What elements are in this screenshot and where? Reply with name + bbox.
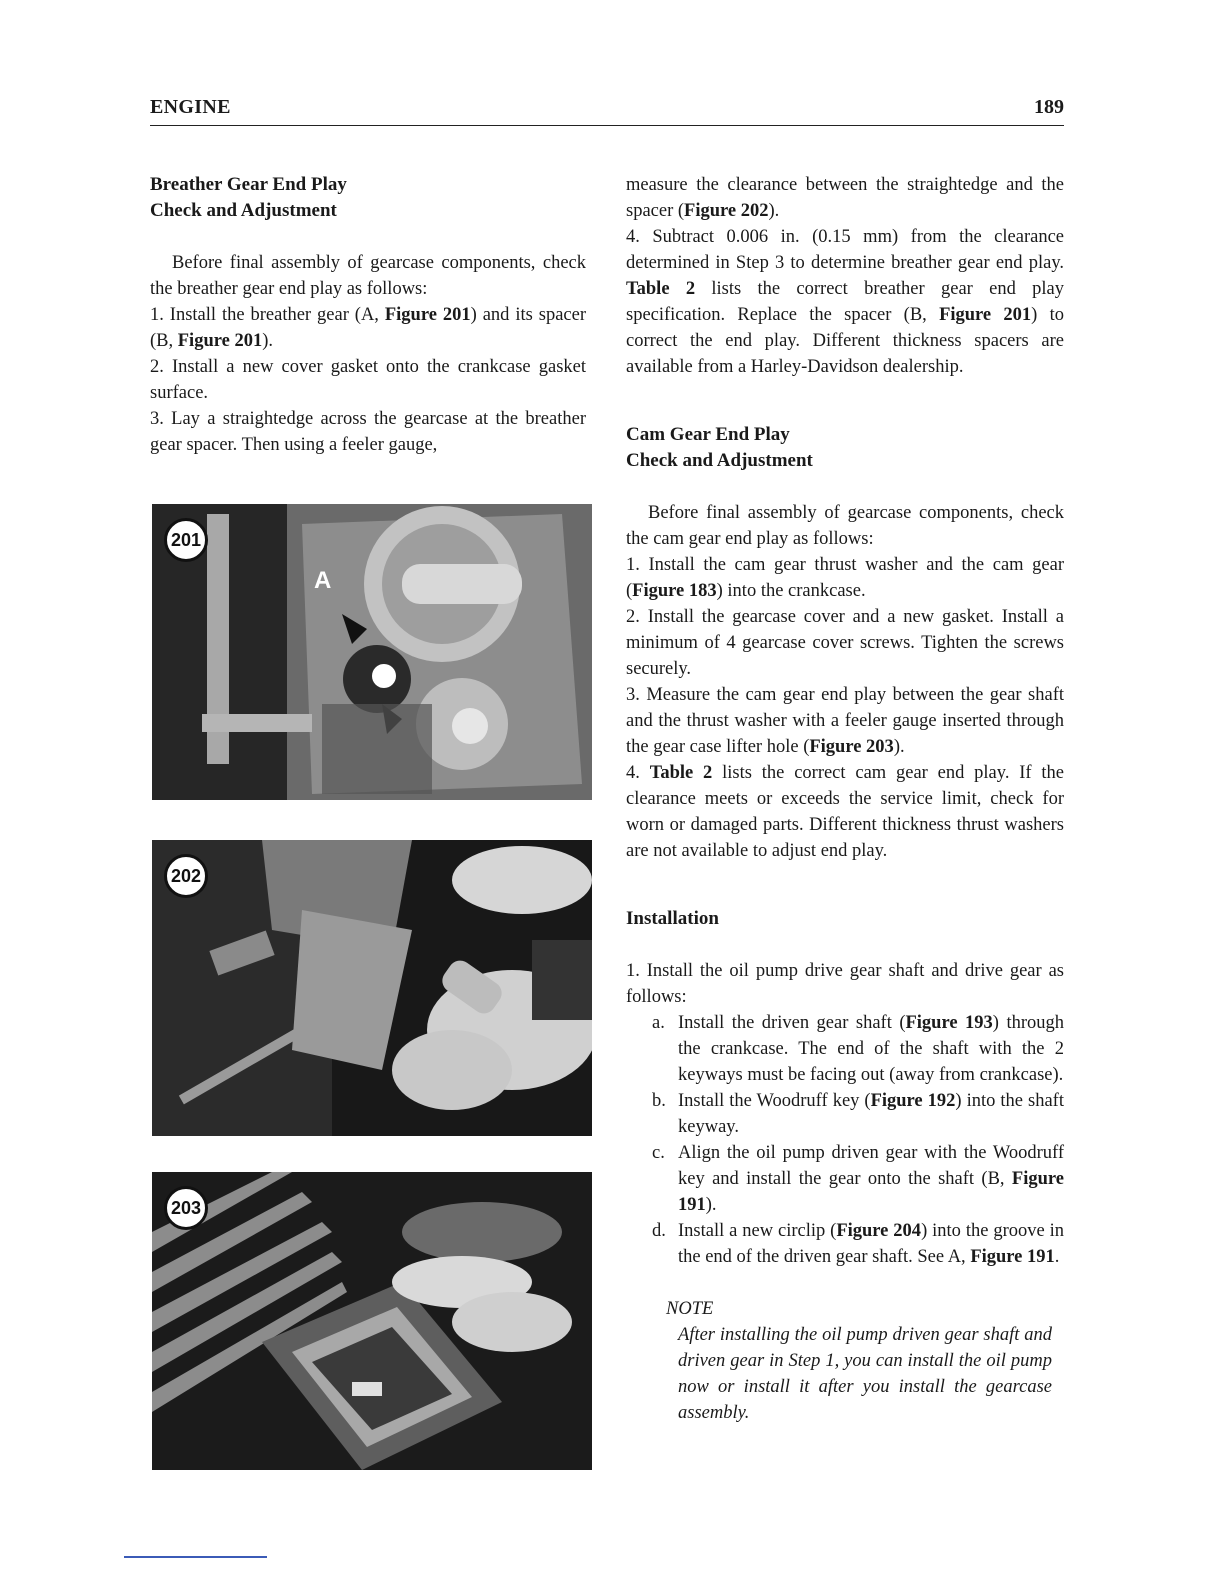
breather-intro: Before final assembly of gearcase components, check the breather gear end play as follows: bbox=[150, 253, 586, 299]
install-substep-a: a. Install the driven gear shaft (Figure 193) through the crankcase. The end of the shaft with the 2 keyways must be facing out (away from crankcase). bbox=[652, 1013, 1064, 1085]
figure-203-badge: 203 bbox=[164, 1186, 208, 1230]
header-rule bbox=[150, 125, 1064, 126]
breather-step-2: 2. Install a new cover gasket onto the crankcase gasket surface. bbox=[150, 357, 586, 403]
section-title: ENGINE bbox=[150, 96, 231, 118]
breather-step-3-continued: measure the clearance between the straightedge and the spacer (Figure 202). bbox=[626, 175, 1064, 221]
figure-201-label-a: A bbox=[314, 567, 332, 594]
breather-step-1: 1. Install the breather gear (A, Figure 201) and its spacer (B, Figure 201). bbox=[150, 305, 586, 351]
figure-201-image bbox=[152, 504, 592, 800]
cam-heading-line2: Check and Adjustment bbox=[626, 450, 813, 471]
figure-202-badge: 202 bbox=[164, 854, 208, 898]
cam-step-1: 1. Install the cam gear thrust washer and the cam gear (Figure 183) into the crankcase. bbox=[626, 555, 1064, 601]
figure-203-image bbox=[152, 1172, 592, 1470]
figure-202-image bbox=[152, 840, 592, 1136]
page-number: 189 bbox=[1034, 96, 1064, 118]
breather-step-4: 4. Subtract 0.006 in. (0.15 mm) from the clearance determined in Step 3 to determine breather gear end play. Table 2 lists the correct breather gear end play specification. Replace the spacer (B, Figure 201) to correct the end play. Different thickness spacers are available from a Harley-Davidson dealership. bbox=[626, 227, 1064, 377]
breather-heading-line2: Check and Adjustment bbox=[150, 200, 337, 221]
install-substep-c: c. Align the oil pump driven gear with the Woodruff key and install the gear onto the shaft (B, Figure 191). bbox=[652, 1143, 1064, 1215]
install-step-1: 1. Install the oil pump drive gear shaft and drive gear as follows: bbox=[626, 961, 1064, 1007]
cam-step-4: 4. Table 2 lists the correct cam gear end play. If the clearance meets or exceeds the service limit, check for worn or damaged parts. Different thickness thrust washers are not available to adjust end play. bbox=[626, 763, 1065, 861]
breather-heading-line1: Breather Gear End Play bbox=[150, 174, 347, 195]
install-substep-d: d. Install a new circlip (Figure 204) into the groove in the end of the driven gear shaft. See A, Figure 191. bbox=[652, 1221, 1064, 1267]
cam-heading-line1: Cam Gear End Play bbox=[626, 424, 790, 445]
installation-heading: Installation bbox=[626, 908, 719, 929]
breather-step-3: 3. Lay a straightedge across the gearcase at the breather gear spacer. Then using a feeler gauge, bbox=[150, 409, 586, 455]
figure-203-photo bbox=[152, 1172, 592, 1470]
right-column bbox=[626, 172, 1064, 1426]
cam-step-2: 2. Install the gearcase cover and a new gasket. Install a minimum of 4 gearcase cover screws. Tighten the screws securely. bbox=[626, 607, 1064, 679]
install-substep-b: b. Install the Woodruff key (Figure 192) into the shaft keyway. bbox=[652, 1091, 1064, 1137]
note-title: NOTE bbox=[666, 1299, 714, 1319]
cam-intro: Before final assembly of gearcase components, check the cam gear end play as follows: bbox=[626, 503, 1064, 549]
cam-step-3: 3. Measure the cam gear end play between the gear shaft and the thrust washer with a feeler gauge inserted through the gear case lifter hole (Figure 203). bbox=[626, 685, 1064, 757]
left-column bbox=[150, 172, 586, 458]
running-header bbox=[150, 96, 1064, 126]
note-body: After installing the oil pump driven gear shaft and driven gear in Step 1, you can install the oil pump now or install it after you install the gearcase assembly. bbox=[678, 1325, 1052, 1423]
figure-201-badge: 201 bbox=[164, 518, 208, 562]
figure-202-photo bbox=[152, 840, 592, 1136]
footnote-rule bbox=[124, 1556, 267, 1558]
figure-201-photo bbox=[152, 504, 592, 800]
